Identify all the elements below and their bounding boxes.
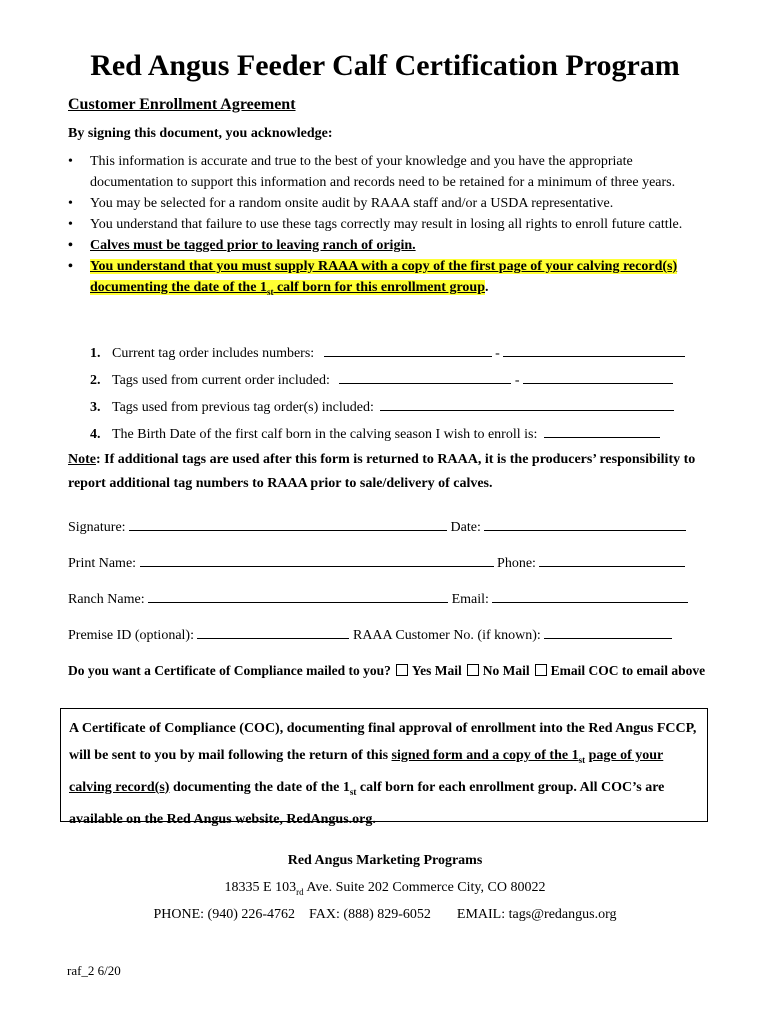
email-field[interactable] [492,588,688,603]
acknowledge-heading: By signing this document, you acknowledge: [68,126,333,141]
no-mail-checkbox[interactable] [467,664,479,676]
item-number: 4. [90,427,101,442]
item-number: 1. [90,346,101,361]
list-item [68,235,708,256]
birth-date-field[interactable] [544,423,660,438]
email-coc-checkbox[interactable] [535,664,547,676]
premise-id-field[interactable] [197,624,349,639]
list-item [90,423,700,450]
list-item [90,396,700,423]
document-title: Red Angus Feeder Calf Certification Program [90,49,680,82]
list-item [90,369,700,396]
item-label: Tags used from previous tag order(s) included: [112,400,374,415]
form-code: raf_2 6/20 [67,963,121,978]
section-subtitle: Customer Enrollment Agreement [68,96,296,113]
coc-underlined-text: signed form and a copy of the 1 [391,748,579,763]
coc-question [68,661,708,680]
ranch-name-row [68,588,708,610]
customer-no-label: RAAA Customer No. (if known): [352,628,541,643]
ranch-name-label: Ranch Name: [68,592,145,607]
bullet-text: calf born for this enrollment group [273,280,485,295]
used-tag-start-field[interactable] [339,369,511,384]
current-tag-end-field[interactable] [503,342,685,357]
item-number: 3. [90,400,101,415]
email-coc-label: Email COC to email above [550,663,706,678]
note-label: Note [68,452,96,467]
yes-mail-checkbox[interactable] [396,664,408,676]
footer-fax: FAX: (888) 829-6052 [309,907,431,922]
item-number: 2. [90,373,101,388]
date-field[interactable] [484,516,686,531]
footer-email: EMAIL: tags@redangus.org [456,907,617,922]
item-label: Tags used from current order included: [112,373,330,388]
bullet-text: You understand that you must supply RAAA with a copy of the first page of your calving record(s) documenting the date of the 1 [90,259,678,295]
list-item [68,214,708,235]
tag-info-list [90,342,700,450]
footer-phone: PHONE: (940) 226-4762 [153,907,296,922]
coc-info-box [60,708,708,827]
range-separator: - [495,346,500,361]
question-text: Do you want a Certificate of Compliance mailed to you? [68,663,391,678]
acknowledgement-list [68,151,708,303]
bullet-text: You may be selected for a random onsite audit by RAAA staff and/or a USDA representative. [90,196,614,211]
premise-id-label: Premise ID (optional): [68,628,194,643]
ordinal-suffix: st [349,786,357,797]
print-name-label: Print Name: [68,556,137,571]
date-label: Date: [450,520,481,535]
ordinal-suffix: rd [296,886,304,897]
coc-text: A Certificate of Compliance (COC), documenting final approval of enrollment into the Red Angus FCCP, will be sent to you by mail following the return of this [69,721,697,763]
phone-field[interactable] [539,552,685,567]
coc-text: All COC’s are available on the Red Angus website, RedAngus.org. [69,779,665,827]
item-label: Current tag order includes numbers: [112,346,315,361]
ordinal-suffix: st [578,754,586,765]
premise-row [68,624,708,646]
signature-row [68,516,708,538]
coc-text: calf born for each enrollment group. [356,779,577,795]
highlighted-requirement [90,259,677,295]
coc-text: documenting the date of the 1 [169,779,350,795]
list-item [68,256,708,303]
yes-mail-label: Yes Mail [411,663,462,678]
bullet-text: You understand that failure to use these tags correctly may result in losing all rights to enroll future cattle. [90,217,683,232]
no-mail-label: No Mail [482,663,530,678]
address-text: 18335 E 103 [224,880,297,895]
list-item [68,193,708,214]
note-text: : If additional tags are used after this form is returned to RAAA, it is the producers’ responsibility to report additional tag numbers to RAAA prior to sale/delivery of calves. [68,452,696,491]
note-paragraph [68,448,708,496]
previous-tags-field[interactable] [380,396,674,411]
print-name-row [68,552,708,574]
used-tag-end-field[interactable] [523,369,673,384]
address-text: Ave. Suite 202 Commerce City, CO 80022 [303,880,546,895]
print-name-field[interactable] [140,552,494,567]
coc-underlined-text: page of your calving record(s) [69,748,664,795]
range-separator: - [514,373,520,388]
footer-title: Red Angus Marketing Programs [287,853,483,868]
bullet-text: . [485,280,489,295]
signature-label: Signature: [68,520,126,535]
bullet-text: This information is accurate and true to the best of your knowledge and you have the appropriate documentation to support this information and records need to be retained for a minimum of three years. [90,154,676,190]
email-label: Email: [451,592,489,607]
customer-no-field[interactable] [544,624,672,639]
current-tag-start-field[interactable] [324,342,492,357]
footer-contact [0,905,770,925]
list-item [90,342,700,369]
footer-address [0,878,770,902]
phone-label: Phone: [497,556,536,571]
list-item [68,151,708,193]
signature-field[interactable] [129,516,447,531]
ordinal-suffix: st [266,286,274,297]
item-label: The Birth Date of the first calf born in the calving season I wish to enroll is: [112,427,538,442]
bullet-text: Calves must be tagged prior to leaving ranch of origin. [90,238,416,253]
ranch-name-field[interactable] [148,588,448,603]
